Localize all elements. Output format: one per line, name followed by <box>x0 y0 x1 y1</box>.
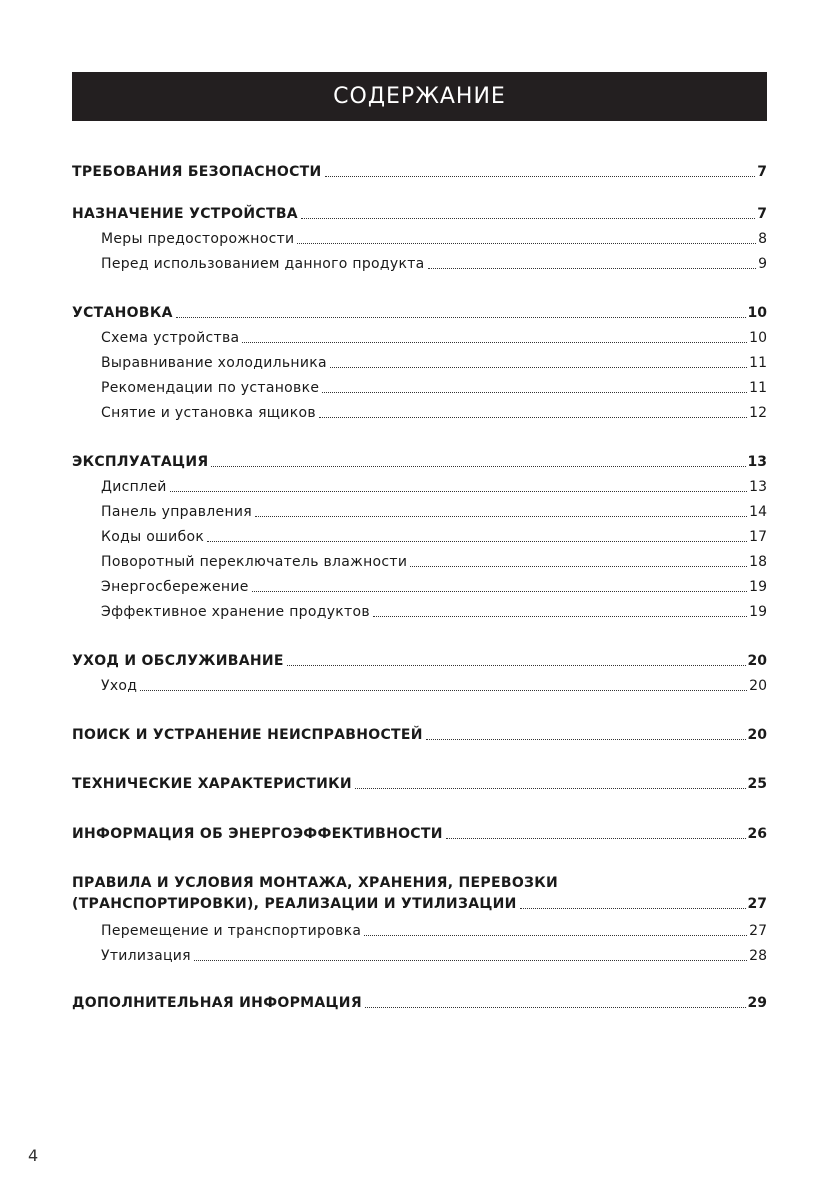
toc-section-entry <box>72 159 767 181</box>
toc-page-number: 14 <box>749 504 767 520</box>
toc-page-number: 19 <box>749 604 767 620</box>
toc-page-number: 20 <box>747 727 767 743</box>
toc-subentry <box>101 918 767 940</box>
toc-subentry <box>101 943 767 965</box>
toc-entry-title: Поворотный переключатель влажности <box>101 554 408 570</box>
toc-page-number: 17 <box>749 529 767 545</box>
toc-entry-title: Энергосбережение <box>101 579 249 595</box>
toc-page-number: 11 <box>749 355 767 371</box>
page-number: 4 <box>28 1146 39 1165</box>
table-of-contents <box>72 0 767 1191</box>
toc-entry-title: Выравнивание холодильника <box>101 355 327 371</box>
toc-page-number: 13 <box>747 454 767 470</box>
toc-subentry <box>101 251 767 273</box>
toc-entry-title: Коды ошибок <box>101 529 205 545</box>
dot-leader <box>176 316 746 318</box>
dot-leader <box>322 391 747 393</box>
dot-leader <box>297 242 756 244</box>
toc-entry-title: ДОПОЛНИТЕЛЬНАЯ ИНФОРМАЦИЯ <box>72 995 362 1011</box>
toc-section-entry <box>72 722 767 744</box>
toc-entry-title: (ТРАНСПОРТИРОВКИ), РЕАЛИЗАЦИИ И УТИЛИЗАЦИИ <box>72 896 517 912</box>
toc-entry-title: ТЕХНИЧЕСКИЕ ХАРАКТЕРИСТИКИ <box>72 776 352 792</box>
toc-subentry <box>101 400 767 422</box>
toc-page-number: 28 <box>749 948 767 964</box>
dot-leader <box>287 664 746 666</box>
dot-leader <box>446 837 746 839</box>
toc-section-entry <box>72 990 767 1012</box>
dot-leader <box>520 907 746 909</box>
toc-page-number: 8 <box>758 231 767 247</box>
toc-page-number: 20 <box>749 678 767 694</box>
toc-page-number: 20 <box>747 653 767 669</box>
toc-section-entry <box>72 300 767 322</box>
toc-page-number: 7 <box>757 206 767 222</box>
dot-leader <box>325 175 756 177</box>
toc-subentry <box>101 549 767 571</box>
toc-entry-title: УСТАНОВКА <box>72 305 173 321</box>
toc-page-number: 25 <box>747 776 767 792</box>
dot-leader <box>140 689 747 691</box>
dot-leader <box>330 366 747 368</box>
toc-section-entry <box>72 449 767 471</box>
toc-entry-title: Дисплей <box>101 479 167 495</box>
toc-page-number: 18 <box>749 554 767 570</box>
toc-page-number: 7 <box>757 164 767 180</box>
toc-page-number: 26 <box>747 826 767 842</box>
toc-subentry <box>101 325 767 347</box>
dot-leader <box>355 787 746 789</box>
toc-entry-title: Перед использованием данного продукта <box>101 256 425 272</box>
toc-subentry <box>101 226 767 248</box>
toc-entry-title: Утилизация <box>101 948 191 964</box>
toc-page-number: 10 <box>747 305 767 321</box>
toc-entry-title: Уход <box>101 678 138 694</box>
toc-section-entry <box>72 648 767 670</box>
toc-entry-title: ИНФОРМАЦИЯ ОБ ЭНЕРГОЭФФЕКТИВНОСТИ <box>72 826 443 842</box>
toc-subentry <box>101 599 767 621</box>
toc-entry-title: УХОД И ОБСЛУЖИВАНИЕ <box>72 653 284 669</box>
toc-section-entry <box>72 201 767 223</box>
toc-page-number: 10 <box>749 330 767 346</box>
toc-subentry <box>101 375 767 397</box>
toc-page-number: 19 <box>749 579 767 595</box>
toc-entry-title: Снятие и установка ящиков <box>101 405 316 421</box>
toc-entry-title: Эффективное хранение продуктов <box>101 604 370 620</box>
toc-subentry <box>101 574 767 596</box>
toc-subentry <box>101 499 767 521</box>
toc-entry-title: ЭКСПЛУАТАЦИЯ <box>72 454 209 470</box>
dot-leader <box>426 738 746 740</box>
toc-section-entry <box>72 821 767 843</box>
toc-section-entry <box>72 870 767 892</box>
toc-entry-title: ПОИСК И УСТРАНЕНИЕ НЕИСПРАВНОСТЕЙ <box>72 727 423 743</box>
toc-subentry <box>101 350 767 372</box>
toc-page-number: 12 <box>749 405 767 421</box>
dot-leader <box>194 959 747 961</box>
toc-entry-title: Меры предосторожности <box>101 231 295 247</box>
toc-page-number: 9 <box>758 256 767 272</box>
toc-page-number: 27 <box>747 896 767 912</box>
dot-leader <box>319 416 747 418</box>
dot-leader <box>365 1006 746 1008</box>
dot-leader <box>364 934 747 936</box>
toc-entry-title: Перемещение и транспортировка <box>101 923 362 939</box>
toc-page-number: 11 <box>749 380 767 396</box>
dot-leader <box>252 590 747 592</box>
toc-entry-title: Схема устройства <box>101 330 240 346</box>
toc-page-number: 27 <box>749 923 767 939</box>
dot-leader <box>301 217 755 219</box>
dot-leader <box>211 465 745 467</box>
dot-leader <box>428 267 757 269</box>
toc-entry-title: Панель управления <box>101 504 253 520</box>
toc-page-number: 13 <box>749 479 767 495</box>
toc-entry-title: НАЗНАЧЕНИЕ УСТРОЙСТВА <box>72 206 298 222</box>
toc-section-entry <box>72 771 767 793</box>
toc-subentry <box>101 474 767 496</box>
toc-entry-title: ТРЕБОВАНИЯ БЕЗОПАСНОСТИ <box>72 164 322 180</box>
toc-subentry <box>101 673 767 695</box>
toc-entry-title: Рекомендации по установке <box>101 380 320 396</box>
toc-subentry <box>101 524 767 546</box>
page-title: СОДЕРЖАНИЕ <box>333 84 506 109</box>
dot-leader <box>255 515 747 517</box>
dot-leader <box>207 540 747 542</box>
dot-leader <box>170 490 748 492</box>
toc-entry-title: ПРАВИЛА И УСЛОВИЯ МОНТАЖА, ХРАНЕНИЯ, ПЕРЕВОЗКИ <box>72 875 559 891</box>
dot-leader <box>373 615 747 617</box>
toc-page-number: 29 <box>747 995 767 1011</box>
dot-leader <box>410 565 747 567</box>
toc-section-entry <box>72 891 767 913</box>
dot-leader <box>242 341 747 343</box>
